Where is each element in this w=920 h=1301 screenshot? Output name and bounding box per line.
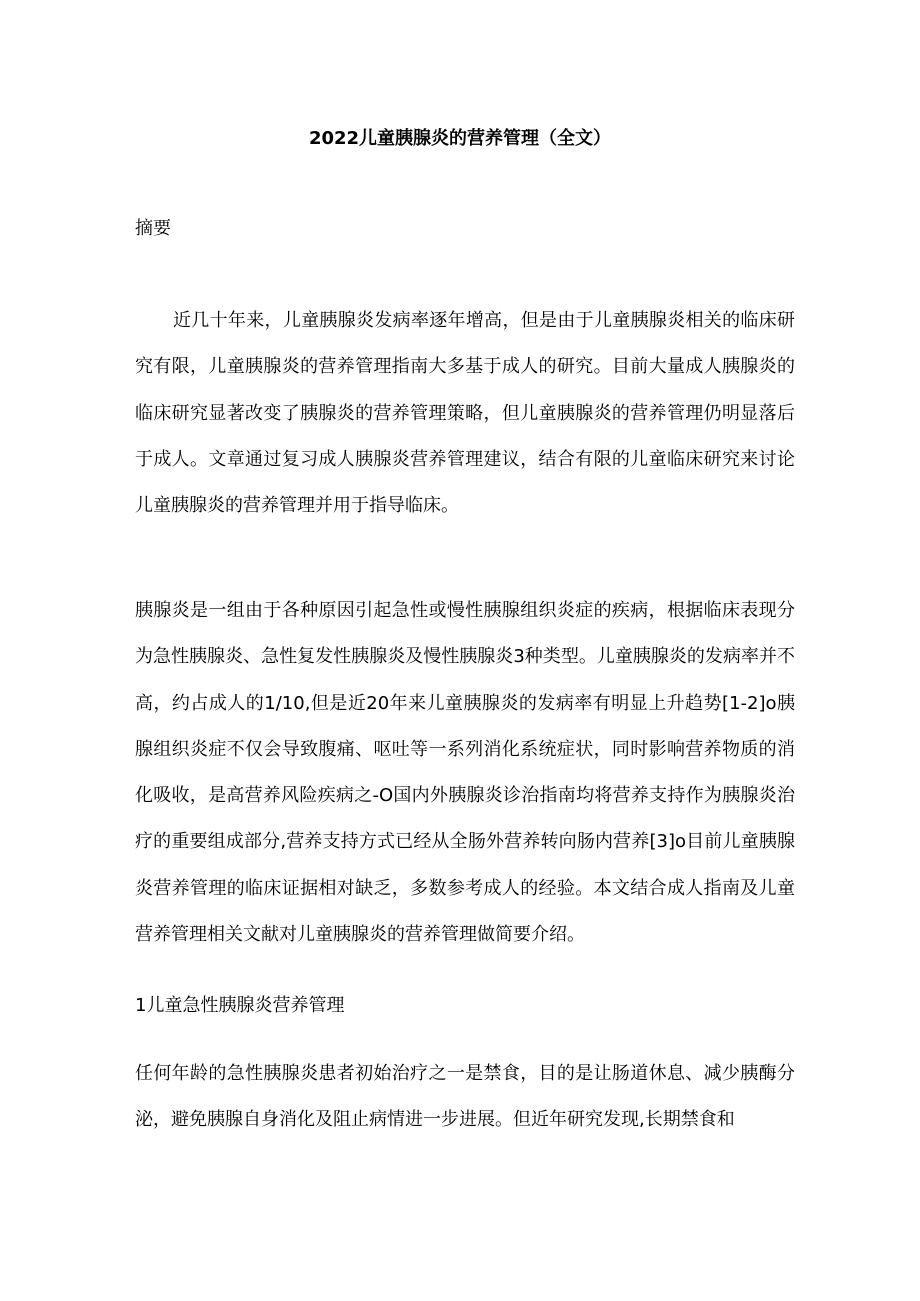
- intro-paragraph: 胰腺炎是一组由于各种原因引起急性或慢性胰腺组织炎症的疾病，根据临床表现分为急性胰腺炎、急性复发性胰腺炎及慢性胰腺炎3种类型。儿童胰腺炎的发病率并不高，约占成人的1/10,但是近20年来儿童胰腺炎的发病率有明显上升趋势[1-2]o胰腺组织炎症不仅会导致腹痛、呕吐等一系列消化系统症状，同时影响营养物质的消化吸收，是高营养风险疾病之-O国内外胰腺炎诊治指南均将营养支持作为胰腺炎治疗的重要组成部分,营养支持方式已经从全肠外营养转向肠内营养[3]o目前儿童胰腺炎营养管理的临床证据相对缺乏，多数参考成人的经验。本文结合成人指南及儿童营养管理相关文献对儿童胰腺炎的营养管理做简要介绍。: [135, 600, 795, 946]
- document-title: 2022儿童胰腺炎的营养管理（全文）: [308, 128, 612, 149]
- abstract-paragraph: 近几十年来，儿童胰腺炎发病率逐年增高，但是由于儿童胰腺炎相关的临床研究有限，儿童胰腺炎的营养管理指南大多基于成人的研究。目前大量成人胰腺炎的临床研究显著改变了胰腺炎的营养管理策略，但儿童胰腺炎的营养管理仍明显落后于成人。文章通过复习成人胰腺炎营养管理建议，结合有限的儿童临床研究来讨论儿童胰腺炎的营养管理并用于指导临床。: [135, 310, 795, 517]
- section-1-heading: 1儿童急性胰腺炎营养管理: [135, 995, 345, 1016]
- section-1-paragraph: 任何年龄的急性胰腺炎患者初始治疗之一是禁食，目的是让肠道休息、减少胰酶分泌，避免胰腺自身消化及阻止病情进一步进展。但近年研究发现,长期禁食和: [135, 1063, 795, 1131]
- abstract-heading: 摘要: [135, 218, 171, 239]
